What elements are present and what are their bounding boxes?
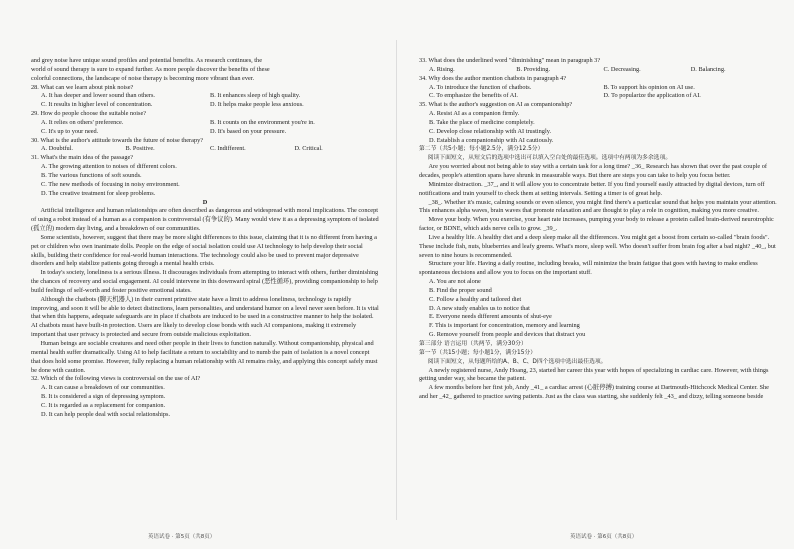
option: A. It can cause a breakdown of our communities. xyxy=(41,384,165,392)
question-31: 31. What's the main idea of the passage? xyxy=(31,154,134,162)
passage-paragraph: Human beings are sociable creatures and need other people in their lives to function naturally. Without companionship, physical and mental health suffer dramatically. Using AI to help facilitate a return to sociability and to numb the pain of isolation is a novel concept that does hold some promise. However, fully replacing a human relationship with AI remains risky, and applying this concept safely must be done with caution. xyxy=(31,340,378,374)
option: C. Develop close relationship with AI trustingly. xyxy=(429,127,552,135)
option: A. Resist AI as a companion firmly. xyxy=(429,110,520,118)
intro-line: colorful connections, the landscape of noise therapy is becoming more vibrant than ever. xyxy=(31,74,255,82)
exam-text-left xyxy=(31,57,379,420)
option: A. The growing attention to noises of different colors. xyxy=(41,163,177,171)
passage-paragraph: Are you worried about not being able to stay with a certain task for a long time? _36_ Research has shown that over the past couple of decades, people's attention spans have shrunk in measurable ways. But there are steps you can take to help you focus better. xyxy=(419,163,767,179)
passage-paragraph: Although the chatbots (聊天机器人) in their current primitive state have a limit to address loneliness, technology is rapidly improving, and soon it will be able to detect distinctions, learn personalities, and understand humor on a level never seen before. It is vital that when this happens, adequate safeguards are in place if chatbots are induced to be used in a constructive manner to help the isolated. AI chatbots must have built-in protection. Users are likely to develop close bonds with such AI companions, making it extremely important that user privacy is protected and secure from outside malicious exploitation. xyxy=(31,295,379,339)
cloze-paragraph: A few months before her first job, Andy _41_ a cardiac arrest (心脏停搏) training course at Dartmouth-Hitchcock Medical Center. She and her _42_ gathered to practice saving patients. Just as the class was starting, she suddenly felt _43_ and dizzy, telling someone beside xyxy=(419,384,769,401)
question-34: 34. Why does the author mention chatbots in paragraph 4? xyxy=(419,74,567,82)
option: D. It helps make people less anxious. xyxy=(210,101,304,109)
option: D. The creative treatment for sleep problems. xyxy=(41,189,156,197)
passage-paragraph: Minimize distraction. _37_, and it will allow you to concentrate better. If you find yourself easily attracted by digital devices, turn off notifications and train yourself to check them at setting intervals. Setting a timer is of great help. xyxy=(419,180,765,197)
option: B. To support his opinion on AI use. xyxy=(603,83,695,91)
option: D. Balancing. xyxy=(690,65,726,73)
option: A. Rising. xyxy=(429,65,455,73)
option: B. It enhances sleep of high quality. xyxy=(210,92,301,100)
passage-paragraph: Live a healthy life. A healthy diet and a deep sleep make all the differences. You might get a boost from certain so-called "brain foods". These include fish, nuts, blueberries and leafy greens. What's more, sleep well. Who doesn't suffer from brain fog after a bad night? _40_, but seven to nine hours is recommended. xyxy=(419,233,776,259)
section-2-title: 第二节（共5小题；每小题2.5分，满分12.5分） xyxy=(419,146,544,153)
answer-option: D. A new study enables us to notice that xyxy=(429,304,530,312)
option: C. Indifferent. xyxy=(210,145,246,153)
option: A. It has deeper and lower sound than others. xyxy=(41,92,156,100)
part-3-instructions: 阅读下面短文，从每题所给的A、B、C、D四个选项中选出最佳选项。 xyxy=(427,358,607,365)
question-28: 28. What can we learn about pink noise? xyxy=(31,83,134,91)
option: C. Decreasing. xyxy=(603,65,641,73)
passage-paragraph: Artificial intelligence and human relationships are often described as dangerous and widespread with moral implications. The concept of using a robot instead of a human as a companion is controversial (有争议的). Many would view it as a depressing symptom of isolated (孤立的) modern day living, and a breakdown of our communities. xyxy=(31,207,379,233)
answer-option: F. This is important for concentration, memory and learning xyxy=(429,322,580,330)
option: B. The various functions of soft sounds. xyxy=(41,171,142,179)
answer-option: B. Find the proper sound xyxy=(429,286,492,294)
intro-line: world of sound therapy is sure to expand further. As more people discover the benefits of these xyxy=(31,65,270,73)
option: C. To emphasize the benefits of AI. xyxy=(429,92,518,100)
option: A. To introduce the function of chatbots. xyxy=(429,83,532,91)
section-2-instructions: 阅读下面短文，从短文后的选项中选出可以填入空白处的最佳选项。选项中有两项为多余选项。 xyxy=(427,155,672,162)
option: C. It's up to your need. xyxy=(41,127,99,135)
option: D. It can help people deal with social relationships. xyxy=(41,410,171,418)
question-35: 35. What is the author's suggestion on AI as companionship? xyxy=(419,101,573,109)
answer-option: C. Follow a healthy and tailored diet xyxy=(429,295,522,303)
option: C. The new methods of focusing in noisy environment. xyxy=(41,180,180,188)
exam-text-right xyxy=(419,57,778,402)
part-3-title: 第三部分 语言运用（共两节，满分30分） xyxy=(419,341,527,347)
option: C. It results in higher level of concentration. xyxy=(41,101,153,109)
option: B. Providing. xyxy=(516,65,551,73)
option: B. Positive. xyxy=(125,145,155,153)
page-footer-left: 英语试卷 · 第5页（共8页） xyxy=(148,534,216,540)
section-d-heading: D xyxy=(202,198,208,206)
part-3-section-1: 第一节（共15小题；每小题1分，满分15分） xyxy=(419,349,536,356)
option: D. It's based on your pressure. xyxy=(210,127,287,135)
option: D. Establish a companionship with AI cautiously. xyxy=(429,136,554,144)
option: B. It is considered a sign of depressing symptom. xyxy=(41,393,166,401)
passage-paragraph: In today's society, loneliness is a serious illness. It discourages individuals from attempting to interact with others, further diminishing the chances of recovery and social engagement. AI could intervene in this downward spiral (恶性循环), providing companionship to help build feelings of self-worth and foster positive emotional states. xyxy=(31,269,379,294)
passage-paragraph: Some scientists, however, suggest that there may be more slight differences to this issue, claiming that it is no different from having a pet or children who own inanimate dolls. People on the edge of social isolation could use AI technology to help develop their social skills, building their confidence for real-world human interactions. The technology could also be used to prevent major depressive disorders and help stabilize patients going through a mental health crisis. xyxy=(31,233,377,268)
option: A. It relies on others' preference. xyxy=(41,118,124,126)
option: B. It counts on the environment you're in. xyxy=(210,118,315,126)
page-footer-right: 英语试卷 · 第6页（共8页） xyxy=(570,534,638,540)
option: B. Take the place of medicine completely. xyxy=(429,118,535,126)
question-33: 33. What does the underlined word "diminishing" mean in paragraph 3? xyxy=(419,57,601,64)
question-32: 32. Which of the following views is controversial on the use of AI? xyxy=(31,375,201,383)
right-page xyxy=(397,0,794,549)
passage-paragraph: _38_. Whether it's music, calming sounds or even silence, you might find there's a particular sound that helps you maintain your attention. This enhances alpha waves, brain waves that promote relaxation and are thought to play a role in cognition, making you more creative. xyxy=(419,198,777,215)
cloze-paragraph: A newly registered nurse, Andy Hoang, 23, started her career this year with hopes of specializing in cardiac care. However, with things getting under way, she became the patient. xyxy=(419,366,769,383)
option: D. Critical. xyxy=(294,145,323,153)
answer-option: E. Everyone needs different amounts of shut-eye xyxy=(429,313,552,321)
intro-line: and grey noise have unique sound profiles and potential benefits. As research continues, the xyxy=(31,57,262,64)
option: D. To popularize the application of AI. xyxy=(603,92,701,100)
answer-option: A. You are not alone xyxy=(429,278,481,286)
question-30: 30. What is the author's attitude towards the future of noise therapy? xyxy=(31,136,204,144)
passage-paragraph: Structure your life. Having a daily routine, including breaks, will minimize the brain fatigue that goes with having to make endless spontaneous decisions and allow you to focus on the important stuff. xyxy=(419,260,758,277)
question-29: 29. How do people choose the suitable noise? xyxy=(31,110,147,118)
answer-option: G. Remove yourself from people and devices that distract you xyxy=(429,331,586,339)
option: C. It is regarded as a replacement for companion. xyxy=(41,401,166,409)
option: A. Doubtful. xyxy=(41,145,74,153)
passage-paragraph: Move your body. When you exercise, your heart rate increases, pumping your body to release a protein called brain-derived neurotrophic factor, or BDNE, which aids nerve cells to grow. _39_. xyxy=(419,216,774,233)
